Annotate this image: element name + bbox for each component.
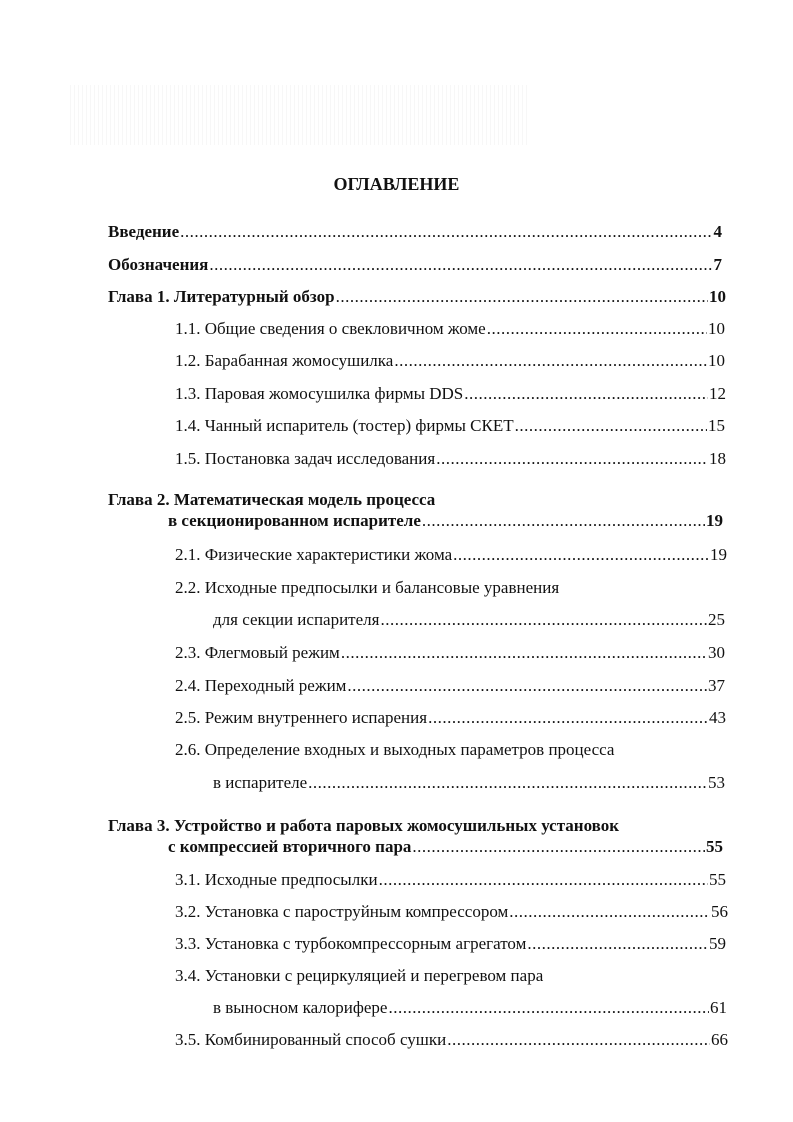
entry-text: в секционированном испарителе xyxy=(168,511,421,530)
entry-text: Глава 1. Литературный обзор xyxy=(108,287,335,306)
dot-leader xyxy=(209,254,712,276)
toc-entry-2-4[interactable] xyxy=(175,675,725,697)
entry-page: 56 xyxy=(711,902,728,921)
toc-entry-1-4[interactable] xyxy=(175,415,725,437)
toc-entry-2-1[interactable] xyxy=(175,544,727,566)
entry-text: 1.5. Постановка задач исследования xyxy=(175,449,436,468)
entry-page: 55 xyxy=(709,870,726,889)
entry-text: 1.1. Общие сведения о свекловичном жоме xyxy=(175,319,486,338)
entry-text: 3.5. Комбинированный способ сушки xyxy=(175,1030,447,1049)
toc-entry-3-1[interactable] xyxy=(175,869,726,891)
entry-page: 10 xyxy=(708,351,725,370)
entry-page: 37 xyxy=(708,676,725,695)
entry-text: 3.1. Исходные предпосылки xyxy=(175,870,378,889)
toc-entry-1-3[interactable] xyxy=(175,383,726,405)
toc-entry-3-5[interactable] xyxy=(175,1029,728,1051)
entry-page: 15 xyxy=(708,416,725,435)
toc-entry-2-6-line1: 2.6. Определение входных и выходных параметров процесса xyxy=(175,740,615,759)
dot-leader xyxy=(464,383,708,405)
toc-entry-1-1[interactable] xyxy=(175,318,725,340)
dot-leader xyxy=(436,448,708,470)
entry-text: 1.3. Паровая жомосушилка фирмы DDS xyxy=(175,384,464,403)
entry-page: 59 xyxy=(709,934,726,953)
toc-entry-3-3[interactable] xyxy=(175,933,726,955)
entry-page: 61 xyxy=(710,998,727,1017)
dot-leader xyxy=(308,772,707,794)
entry-page: 55 xyxy=(706,837,723,856)
toc-entry-chapter-3-line1: Глава 3. Устройство и работа паровых жомосушильных установок xyxy=(108,816,620,835)
entry-text: 2.4. Переходный режим xyxy=(175,676,347,695)
page-title: ОГЛАВЛЕНИЕ xyxy=(333,174,460,194)
toc-entry-chapter-3[interactable] xyxy=(168,836,723,858)
entry-page: 43 xyxy=(709,708,726,727)
toc-entry-chapter-2[interactable] xyxy=(168,510,723,532)
dot-leader xyxy=(487,318,707,340)
entry-text: 2.3. Флегмовый режим xyxy=(175,643,340,662)
dot-leader xyxy=(341,642,707,664)
entry-text: 3.2. Установка с пароструйным компрессором xyxy=(175,902,509,921)
entry-text: в выносном калорифере xyxy=(213,998,388,1017)
toc-entry-3-4-line1: 3.4. Установки с рециркуляцией и перегревом пара xyxy=(175,966,544,985)
dot-leader xyxy=(380,609,707,631)
scan-noise xyxy=(70,85,530,145)
entry-text: 3.3. Установка с турбокомпрессорным агрегатом xyxy=(175,934,527,953)
entry-page: 10 xyxy=(709,287,726,306)
entry-page: 18 xyxy=(709,449,726,468)
entry-page: 25 xyxy=(708,610,725,629)
dot-leader xyxy=(447,1029,710,1051)
entry-page: 7 xyxy=(713,255,722,274)
toc-entry-3-4[interactable] xyxy=(213,997,727,1019)
dot-leader xyxy=(379,869,708,891)
entry-page: 53 xyxy=(708,773,725,792)
entry-text: с компрессией вторичного пара xyxy=(168,837,412,856)
toc-entry-1-2[interactable] xyxy=(175,350,725,372)
dot-leader xyxy=(453,544,709,566)
dot-leader xyxy=(509,901,710,923)
toc-entry-intro[interactable] xyxy=(108,221,722,243)
entry-page: 19 xyxy=(706,511,723,530)
dot-leader xyxy=(422,510,705,532)
entry-text: 1.4. Чанный испаритель (тостер) фирмы СКЕТ xyxy=(175,416,514,435)
dot-leader xyxy=(515,415,707,437)
toc-entry-2-2[interactable] xyxy=(213,609,725,631)
toc-entry-1-5[interactable] xyxy=(175,448,726,470)
entry-page: 30 xyxy=(708,643,725,662)
toc-entry-2-5[interactable] xyxy=(175,707,726,729)
entry-page: 4 xyxy=(713,222,722,241)
entry-page: 12 xyxy=(709,384,726,403)
entry-text: для секции испарителя xyxy=(213,610,380,629)
toc-entry-2-3[interactable] xyxy=(175,642,725,664)
dot-leader xyxy=(428,707,708,729)
dot-leader xyxy=(412,836,705,858)
entry-text: 2.1. Физические характеристики жома xyxy=(175,545,453,564)
entry-page: 10 xyxy=(708,319,725,338)
toc-entry-notation[interactable] xyxy=(108,254,722,276)
dot-leader xyxy=(336,286,708,308)
dot-leader xyxy=(347,675,707,697)
toc-entry-chapter-1[interactable] xyxy=(108,286,726,308)
entry-page: 66 xyxy=(711,1030,728,1049)
toc-entry-2-6[interactable] xyxy=(213,772,725,794)
entry-text: 1.2. Барабанная жомосушилка xyxy=(175,351,394,370)
entry-text: Введение xyxy=(108,222,180,241)
dot-leader xyxy=(180,221,712,243)
entry-text: Обозначения xyxy=(108,255,209,274)
entry-text: 2.5. Режим внутреннего испарения xyxy=(175,708,428,727)
toc-entry-3-2[interactable] xyxy=(175,901,728,923)
dot-leader xyxy=(394,350,707,372)
toc-entry-2-2-line1: 2.2. Исходные предпосылки и балансовые уравнения xyxy=(175,578,560,597)
toc-entry-chapter-2-line1: Глава 2. Математическая модель процесса xyxy=(108,490,436,509)
entry-page: 19 xyxy=(710,545,727,564)
dot-leader xyxy=(527,933,708,955)
entry-text: в испарителе xyxy=(213,773,308,792)
dot-leader xyxy=(388,997,709,1019)
